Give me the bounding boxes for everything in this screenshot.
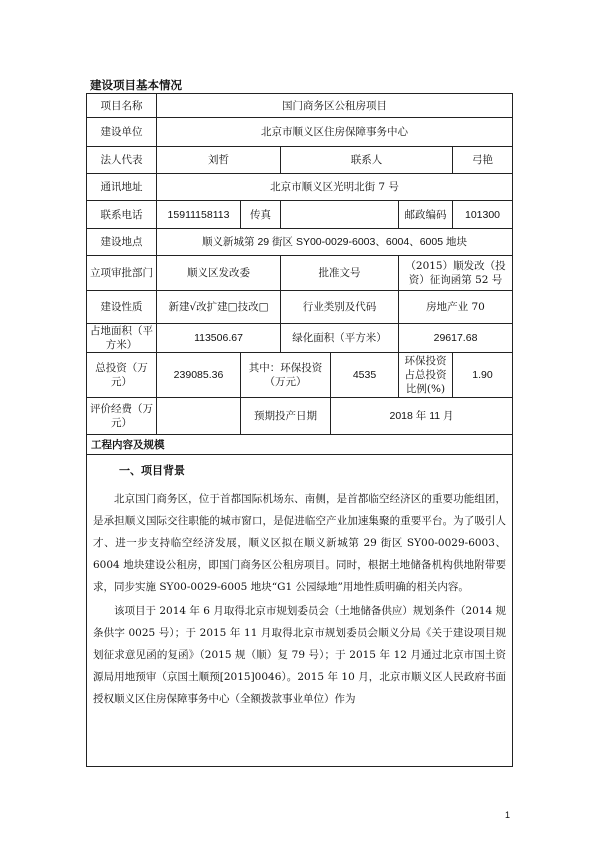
nature-label: 建设性质: [87, 291, 157, 324]
table-row: [87, 201, 513, 229]
table-row: [87, 455, 513, 767]
phone-label: 联系电话: [87, 201, 157, 229]
project-info-table: [86, 93, 513, 767]
fax: [281, 201, 399, 229]
approval-dept-label: 立项审批部门: [87, 256, 157, 291]
green-area-label: 绿化面积（平方米）: [281, 324, 399, 353]
builder-label: 建设单位: [87, 118, 157, 147]
approval-no-label: 批准文号: [281, 256, 399, 291]
table-row: [87, 94, 513, 118]
eval-fee: [157, 398, 241, 435]
env-invest-label: 其中：环保投资（万元）: [241, 353, 331, 398]
industry-label: 行业类别及代码: [281, 291, 399, 324]
legal-rep-label: 法人代表: [87, 147, 157, 174]
postcode: 101300: [453, 201, 513, 229]
content-heading: 工程内容及规模: [87, 435, 513, 455]
address-label: 通讯地址: [87, 174, 157, 201]
table-row: [87, 229, 513, 256]
project-name: 国门商务区公租房项目: [157, 94, 513, 118]
table-row: [87, 324, 513, 353]
sub-heading: 一、项目背景: [119, 464, 185, 477]
project-name-label: 项目名称: [87, 94, 157, 118]
env-ratio: 1.90: [453, 353, 513, 398]
paragraph: 该项目于 2014 年 6 月取得北京市规划委员会（土地储备供应）规划条件（2014 规条供字 0025 号）；于 2015 年 11 月取得北京市规划委员会顺义分局《关于建设项目规划征求意见函的复函》（2015 规（顺）复 79 号）；于 2015 年 12 月通过北京市国土资源局用地预审（京国土顺预[2015]0046）。2015 年 10 月，北京市顺义区人民政府书面授权顺义区住房保障事务中心（全额拨款事业单位）作为: [93, 605, 507, 705]
industry: 房地产业 70: [399, 291, 513, 324]
expected-date-label: 预期投产日期: [241, 398, 331, 435]
fax-label: 传真: [241, 201, 281, 229]
section-title: 建设项目基本情况: [90, 78, 182, 92]
address: 北京市顺义区光明北街 7 号: [157, 174, 513, 201]
site: 顺义新城第 29 街区 SY00-0029-6003、6004、6005 地块: [157, 229, 513, 256]
contact-label: 联系人: [281, 147, 453, 174]
land-area: 113506.67: [157, 324, 281, 353]
site-label: 建设地点: [87, 229, 157, 256]
builder: 北京市顺义区住房保障事务中心: [157, 118, 513, 147]
eval-fee-label: 评价经费（万元）: [87, 398, 157, 435]
land-area-label: 占地面积（平方米）: [87, 324, 157, 353]
approval-no: （2015）顺发改（投资）征询函第 52 号: [399, 256, 513, 291]
total-invest-label: 总投资（万元）: [87, 353, 157, 398]
env-ratio-label: 环保投资占总投资比例(%): [399, 353, 453, 398]
table-row: [87, 174, 513, 201]
legal-rep: 刘哲: [157, 147, 281, 174]
content-body: [87, 455, 513, 767]
total-invest: 239085.36: [157, 353, 241, 398]
table-row: [87, 435, 513, 455]
table-row: [87, 256, 513, 291]
table-row: [87, 147, 513, 174]
table-row: [87, 398, 513, 435]
green-area: 29617.68: [399, 324, 513, 353]
postcode-label: 邮政编码: [399, 201, 453, 229]
table-row: [87, 118, 513, 147]
paragraph: 北京国门商务区，位于首都国际机场东、南侧，是首都临空经济区的重要功能组团，是承担顺义国际交往职能的城市窗口，是促进临空产业加速集聚的重要平台。为了吸引人才、进一步支持临空经济发展，顺义区拟在顺义新城第 29 街区 SY00-0029-6003、6004 地块建设公租房，即国门商务区公租房项目。同时，根据土地储备机构供地附带要求，同步实施 SY00-0029-6005 地块“G1 公园绿地”用地性质明确的相关内容。: [93, 493, 507, 593]
page-number: 1: [504, 810, 510, 820]
phone: 15911158113: [157, 201, 241, 229]
nature: 新建√改扩建□技改□: [157, 291, 281, 324]
contact: 弓艳: [453, 147, 513, 174]
expected-date: 2018 年 11 月: [331, 398, 513, 435]
env-invest: 4535: [331, 353, 399, 398]
table-row: [87, 353, 513, 398]
approval-dept: 顺义区发改委: [157, 256, 281, 291]
table-row: [87, 291, 513, 324]
